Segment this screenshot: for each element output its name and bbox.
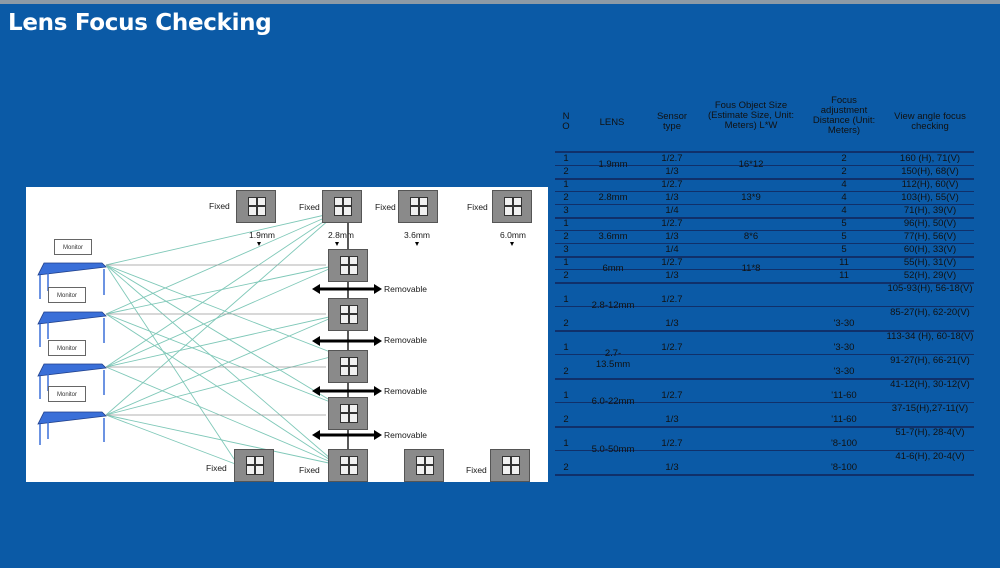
header-view-angle: View angle focus checking [894,111,966,132]
removable-label: Removable [384,335,427,345]
group-object-size: 11*8 [741,263,761,274]
fixed-label: Fixed [299,465,320,475]
fixed-label: Fixed [206,463,227,473]
fixed-camera-3 [398,190,438,223]
row-sensor: 1/3 [665,231,679,242]
distance-label-4: 6.0mm [500,230,526,240]
header-no: N O [562,111,570,132]
row-distance: 5 [841,231,847,242]
row-no: 2 [563,462,569,473]
header-lens: LENS [599,117,625,128]
row-view-angle: 55(H), 31(V) [903,257,957,268]
row-sensor: 1/2.7 [661,257,683,268]
row-distance: 11 [839,270,849,281]
row-no: 3 [563,244,569,255]
row-view-angle: 160 (H), 71(V) [899,153,961,164]
row-view-angle: 77(H), 56(V) [903,231,957,242]
row-view-angle: 96(H), 50(V) [903,218,957,229]
row-view-angle: 150(H), 68(V) [901,166,959,177]
row-distance: '8-100 [830,462,858,473]
row-view-angle: 52(H), 29(V) [903,270,957,281]
group-lens: 6mm [602,263,624,274]
row-distance: 4 [841,192,847,203]
group-lens: 6.0-22mm [591,396,635,407]
top-border [0,0,1000,4]
row-no: 1 [563,153,569,164]
monitor-4: Monitor [48,386,86,402]
header-sensor: Sensor type [656,111,688,132]
fixed-label: Fixed [209,201,230,211]
row-distance: 5 [841,244,847,255]
distance-label-2: 2.8mm [328,230,354,240]
fixed-camera-5 [234,449,274,482]
row-view-angle: 112(H), 60(V) [901,179,959,190]
group-lens: 2.8-12mm [591,300,635,311]
fixed-label: Fixed [299,202,320,212]
removable-label: Removable [384,284,427,294]
row-sensor: 1/4 [665,244,679,255]
row-view-angle: 71(H), 39(V) [903,205,957,216]
distance-label-1: 1.9mm [249,230,275,240]
header-object-size: Fous Object Size (Estimate Size, Unit: Meters) L*W [707,100,795,131]
removable-camera-2 [328,298,368,331]
row-sensor: 1/3 [665,166,679,177]
row-no: 1 [563,218,569,229]
row-distance: '3-30 [833,342,855,353]
row-no: 3 [563,205,569,216]
row-view-angle: 41-6(H), 20-4(V) [895,451,965,462]
monitor-1: Monitor [54,239,92,255]
connection-lines [26,187,548,482]
fixed-label: Fixed [466,465,487,475]
row-no: 2 [563,270,569,281]
row-no: 1 [563,390,569,401]
row-sensor: 1/3 [665,318,679,329]
row-sensor: 1/2.7 [661,390,683,401]
row-view-angle: 51-7(H), 28-4(V) [895,427,965,438]
row-view-angle: 85-27(H), 62-20(V) [890,307,970,318]
row-sensor: 1/3 [665,192,679,203]
fixed-camera-4 [492,190,532,223]
fixed-label: Fixed [375,202,396,212]
group-object-size: 16*12 [738,159,764,170]
row-sensor: 1/2.7 [661,294,683,305]
row-no: 2 [563,366,569,377]
row-distance: 4 [841,179,847,190]
removable-camera-1 [328,249,368,282]
row-no: 2 [563,231,569,242]
group-object-size: 8*6 [743,230,759,242]
row-view-angle: 41-12(H), 30-12(V) [890,379,970,390]
row-sensor: 1/3 [665,414,679,425]
row-sensor: 1/3 [665,462,679,473]
fixed-camera-6 [328,449,368,482]
row-distance: 2 [841,153,847,164]
row-view-angle: 103(H), 55(V) [901,192,959,203]
row-no: 2 [563,166,569,177]
row-view-angle: 60(H), 33(V) [903,244,957,255]
row-distance: '11-60 [831,390,857,401]
group-lens: 2.7-13.5mm [595,348,631,370]
fixed-camera-7 [404,449,444,482]
row-sensor: 1/2.7 [661,342,683,353]
fixed-camera-1 [236,190,276,223]
row-distance: '11-60 [831,414,857,425]
row-distance: 2 [841,166,847,177]
group-lens: 5.0-50mm [591,444,635,455]
group-rule [555,474,974,476]
row-view-angle: 113-34 (H), 60-18(V) [886,331,974,342]
row-sensor: 1/2.7 [661,153,683,164]
distance-label-3: 3.6mm [404,230,430,240]
fixed-camera-8 [490,449,530,482]
monitor-2: Monitor [48,287,86,303]
row-sensor: 1/3 [665,270,679,281]
group-lens: 3.6mm [598,230,628,242]
row-view-angle: 105-93(H), 56-18(V) [887,283,973,294]
focus-setup-diagram [26,187,548,482]
page-title: Lens Focus Checking [8,10,272,36]
row-no: 2 [563,318,569,329]
fixed-camera-2 [322,190,362,223]
row-no: 1 [563,294,569,305]
row-sensor: 1/2.7 [661,179,683,190]
row-sensor: 1/2.7 [661,438,683,449]
row-no: 2 [563,414,569,425]
row-no: 1 [563,342,569,353]
row-sensor: 1/2.7 [661,218,683,229]
row-no: 1 [563,179,569,190]
monitor-3: Monitor [48,340,86,356]
row-distance: '3-30 [833,318,855,329]
row-no: 1 [563,257,569,268]
row-no: 1 [563,438,569,449]
fixed-label: Fixed [467,202,488,212]
row-distance: '3-30 [833,366,855,377]
removable-camera-4 [328,397,368,430]
row-distance: 4 [841,205,847,216]
row-no: 2 [563,192,569,203]
removable-camera-3 [328,350,368,383]
row-distance: '8-100 [830,438,858,449]
row-distance: 5 [841,218,847,229]
row-view-angle: 37-15(H),27-11(V) [891,403,969,414]
row-sensor: 1/4 [665,205,679,216]
removable-label: Removable [384,386,427,396]
row-distance: 11 [839,257,849,268]
group-object-size: 13*9 [741,191,761,203]
removable-label: Removable [384,430,427,440]
header-focus-distance: Focus adjustment Distance (Unit: Meters) [812,95,876,136]
row-view-angle: 91-27(H), 66-21(V) [890,355,970,366]
group-lens: 2.8mm [598,191,628,203]
group-lens: 1.9mm [598,159,628,170]
